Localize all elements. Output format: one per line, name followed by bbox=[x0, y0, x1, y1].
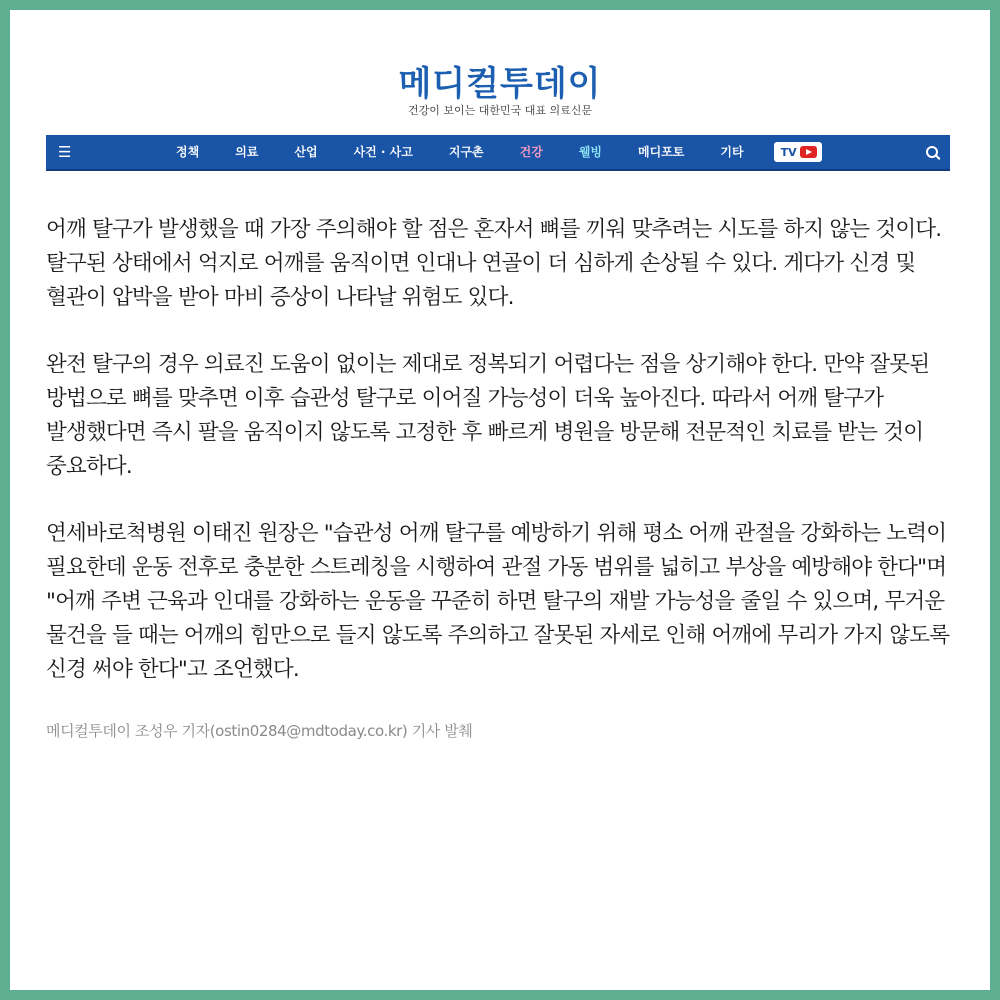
nav-item-incidents[interactable]: 사건 · 사고 bbox=[353, 145, 413, 159]
nav-item-world[interactable]: 지구촌 bbox=[448, 145, 484, 159]
nav-item-wellbeing[interactable]: 웰빙 bbox=[578, 145, 603, 159]
nav-item-industry[interactable]: 산업 bbox=[294, 145, 318, 159]
article-card bbox=[10, 10, 990, 990]
article-paragraph: 연세바로척병원 이태진 원장은 "습관성 어깨 탈구를 예방하기 위해 평소 어깨 관절을 강화하는 노력이 필요한데 운동 전후로 충분한 스트레칭을 시행하여 관절 가동 범위를 넓히고 부상을 예방해야 한다"며 "어깨 주변 근육과 인대를 강화하는 운동을 꾸준히 하면 탈구의 재발 가능성을 줄일 수 있으며, 무거운 물건을 들 때는 어깨의 힘만으로 들지 않도록 주의하고 잘못된 자세로 인해 어깨에 무리가 가지 않도록 신경 써야 한다"고 조언했다. bbox=[46, 521, 950, 682]
nav-items bbox=[158, 135, 822, 169]
hamburger-icon[interactable]: ☰ bbox=[58, 143, 72, 161]
search-icon[interactable] bbox=[926, 146, 938, 158]
masthead bbox=[10, 64, 990, 118]
article-paragraph: 어깨 탈구가 발생했을 때 가장 주의해야 할 점은 혼자서 뼈를 끼워 맞추려는 시도를 하지 않는 것이다. 탈구된 상태에서 억지로 어깨를 움직이면 인대나 연골이 더 심하게 손상될 수 있다. 게다가 신경 및 혈관이 압박을 받아 마비 증상이 나타날 위험도 있다. bbox=[46, 217, 942, 310]
nav-item-health[interactable]: 건강 bbox=[519, 145, 543, 159]
article-body bbox=[46, 213, 956, 742]
nav-item-mediphoto[interactable]: 메디포토 bbox=[638, 145, 685, 159]
main-navbar bbox=[46, 135, 950, 171]
article-credit: 메디컬투데이 조성우 기자(ostin0284@mdtoday.co.kr) 기사 발췌 bbox=[46, 722, 473, 740]
tv-button[interactable] bbox=[774, 142, 822, 162]
youtube-icon bbox=[800, 146, 817, 158]
site-tagline: 건강이 보이는 대한민국 대표 의료신문 bbox=[407, 104, 592, 117]
article-paragraph: 완전 탈구의 경우 의료진 도움이 없이는 제대로 정복되기 어렵다는 점을 상기해야 한다. 만약 잘못된 방법으로 뼈를 맞추면 이후 습관성 탈구로 이어질 가능성이 더욱 높아진다. 따라서 어깨 탈구가 발생했다면 즉시 팔을 움직이지 않도록 고정한 후 빠르게 병원을 방문해 전문적인 치료를 받는 것이 중요하다. bbox=[46, 352, 930, 479]
nav-item-policy[interactable]: 정책 bbox=[176, 145, 200, 159]
site-logo[interactable]: 메디컬투데이 bbox=[398, 64, 602, 104]
nav-item-medical[interactable]: 의료 bbox=[235, 145, 259, 159]
tv-label: TV bbox=[780, 145, 797, 159]
nav-item-etc[interactable]: 기타 bbox=[720, 145, 744, 159]
